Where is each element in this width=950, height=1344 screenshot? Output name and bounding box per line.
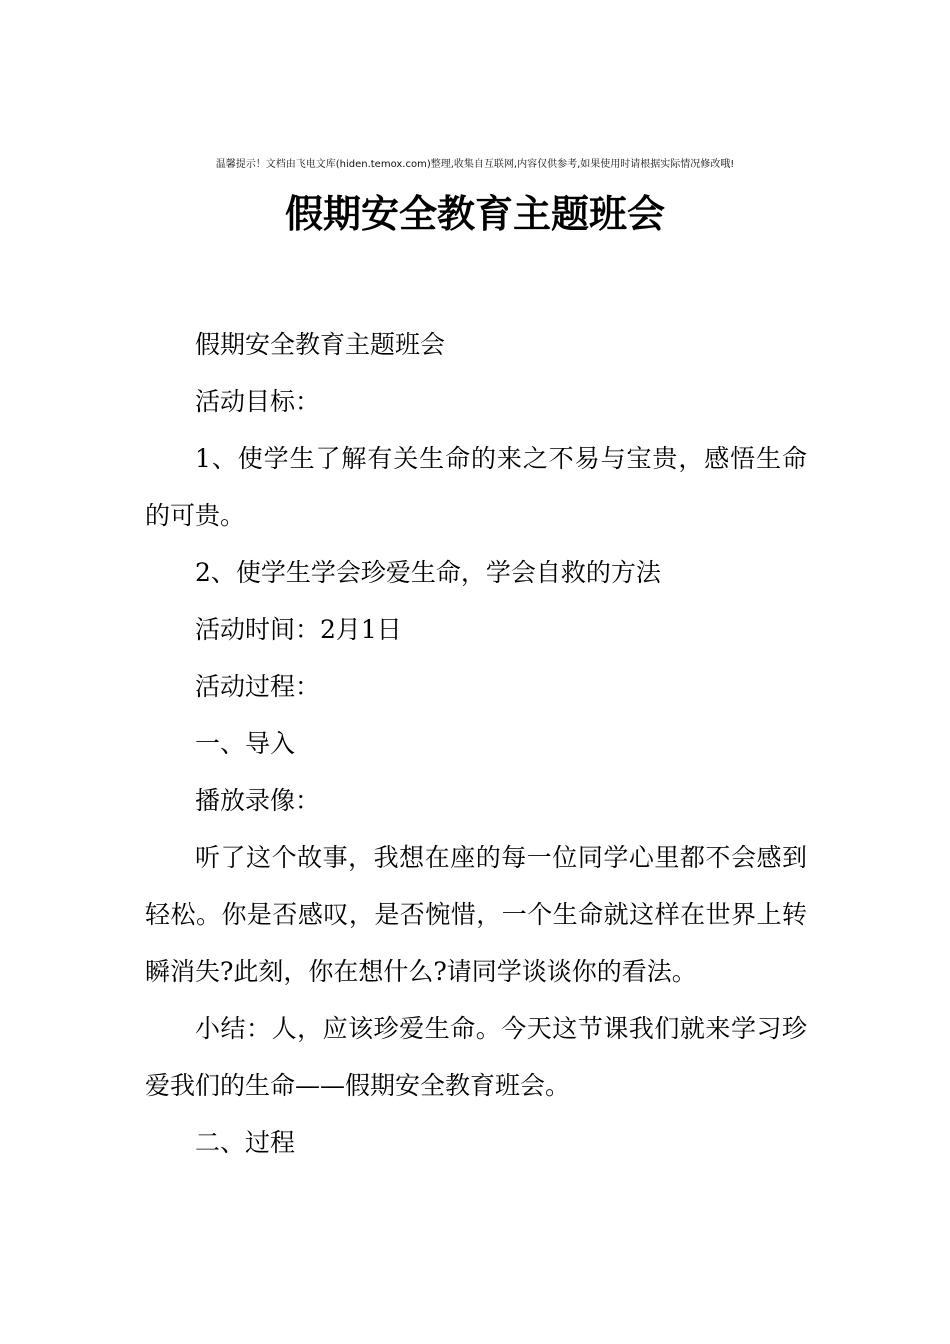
- section-heading-process: 二、过程: [195, 1128, 296, 1157]
- section-heading-intro: 一、导入: [195, 729, 296, 758]
- goal-item-1: 1、使学生了解有关生命的来之不易与宝贵，感悟生命的可贵。: [145, 444, 807, 530]
- play-video-label: 播放录像：: [195, 786, 321, 815]
- activity-time: 活动时间：2月1日: [195, 615, 402, 644]
- activity-goal-label: 活动目标：: [195, 387, 321, 416]
- header-notice: 温馨提示！文档由飞电文库(hiden.temox.com)整理,收集自互联网,内容仅供参考,如果使用时请根据实际情况修改哦!: [215, 159, 735, 170]
- goal-item-2: 2、使学生学会珍爱生命，学会自救的方法: [195, 558, 661, 587]
- summary-paragraph: 小结：人，应该珍爱生命。今天这节课我们就来学习珍爱我们的生命——假期安全教育班会。: [145, 1014, 807, 1100]
- document-body: [145, 316, 807, 1171]
- story-discussion-paragraph: 听了这个故事，我想在座的每一位同学心里都不会感到轻松。你是否感叹，是否惋惜，一个生命就这样在世界上转瞬消失?此刻，你在想什么?请同学谈谈你的看法。: [145, 843, 807, 986]
- body-heading: 假期安全教育主题班会: [195, 330, 446, 359]
- document-title: 假期安全教育主题班会: [284, 191, 665, 236]
- activity-process-label: 活动过程：: [195, 672, 321, 701]
